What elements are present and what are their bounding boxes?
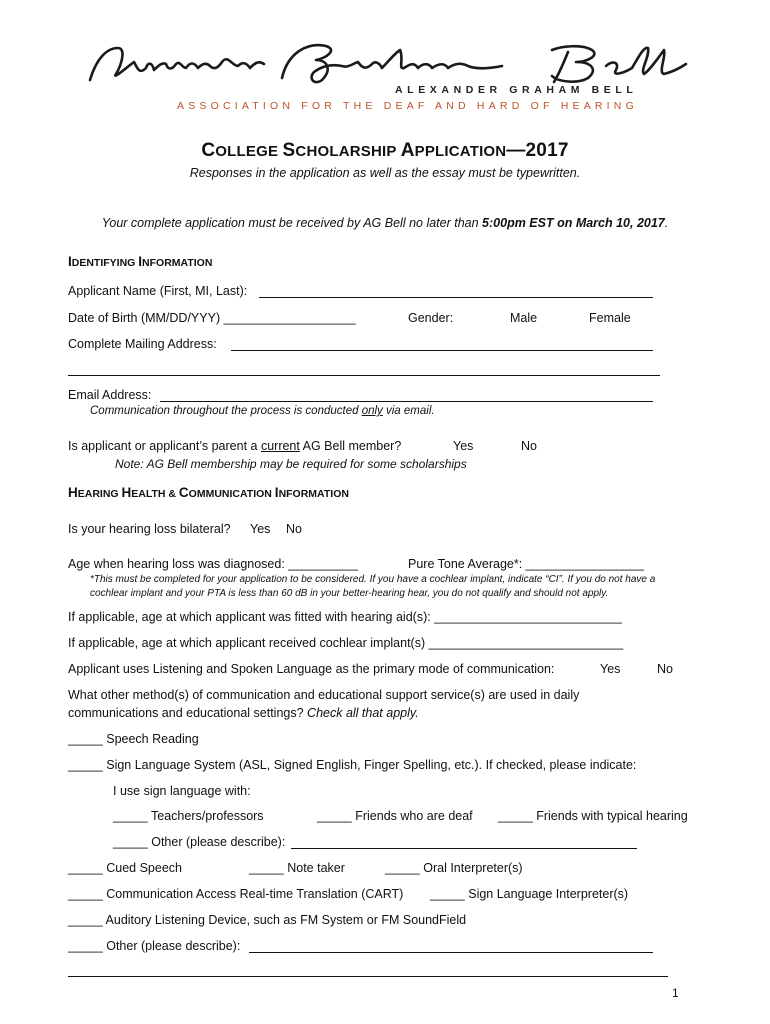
org-name: ALEXANDER GRAHAM BELL: [395, 84, 638, 96]
other-methods-question-line2: communications and educational settings? Check all that apply.: [68, 706, 419, 720]
option-other[interactable]: _____ Other (please describe):: [68, 939, 241, 953]
member-note: Note: AG Bell membership may be required for some scholarships: [115, 457, 467, 471]
applicant-name-field[interactable]: [259, 297, 653, 298]
email-label: Email Address:: [68, 388, 152, 402]
option-cart[interactable]: _____ Communication Access Real-time Translation (CART): [68, 887, 404, 901]
option-friends-deaf[interactable]: _____ Friends who are deaf: [317, 809, 473, 823]
cochlear-implant-age-label[interactable]: If applicable, age at which applicant received cochlear implant(s) ____________________________: [68, 636, 624, 650]
page-title: COLLEGE SCHOLARSHIP APPLICATION—2017: [201, 140, 569, 161]
applicant-name-label: Applicant Name (First, MI, Last):: [68, 284, 248, 298]
pta-note-line2: cochlear implant and your PTA is less than 60 dB in your better-hearing hear, you do not qualify and should not apply.: [90, 588, 609, 599]
option-auditory-listening-device[interactable]: _____ Auditory Listening Device, such as FM System or FM SoundField: [68, 913, 467, 927]
bilateral-question: Is your hearing loss bilateral?: [68, 522, 231, 536]
option-cued-speech[interactable]: _____ Cued Speech: [68, 861, 182, 875]
org-tagline: ASSOCIATION FOR THE DEAF AND HARD OF HEARING: [177, 100, 638, 112]
other-methods-question-line1: What other method(s) of communication and educational support service(s) are used in daily: [68, 688, 580, 702]
option-sign-language-system[interactable]: _____ Sign Language System (ASL, Signed English, Finger Spelling, etc.). If checked, please indicate:: [68, 758, 637, 772]
lsl-yes-option[interactable]: Yes: [600, 662, 621, 676]
mailing-address-label: Complete Mailing Address:: [68, 337, 217, 351]
option-oral-interpreter[interactable]: _____ Oral Interpreter(s): [385, 861, 523, 875]
subtitle: Responses in the application as well as the essay must be typewritten.: [189, 166, 581, 180]
sign-language-with-label: I use sign language with:: [113, 784, 251, 798]
option-friends-typical-hearing[interactable]: _____ Friends with typical hearing: [498, 809, 688, 823]
option-teachers-professors[interactable]: _____ Teachers/professors: [113, 809, 264, 823]
page-number: 1: [672, 986, 679, 1000]
other-description-field[interactable]: [249, 952, 653, 953]
mailing-address-field-line2[interactable]: [68, 375, 660, 376]
bilateral-yes-option[interactable]: Yes: [250, 522, 271, 536]
member-no-option[interactable]: No: [521, 439, 537, 453]
member-yes-option[interactable]: Yes: [453, 439, 474, 453]
gender-label: Gender:: [408, 311, 454, 325]
mailing-address-field[interactable]: [231, 350, 653, 351]
age-diagnosed-label[interactable]: Age when hearing loss was diagnosed: __________: [68, 557, 358, 571]
email-note: Communication throughout the process is conducted only via email.: [90, 405, 435, 417]
deadline-notice: Your complete application must be received by AG Bell no later than 5:00pm EST on March 10, 2017.: [101, 216, 669, 230]
hearing-aid-age-label[interactable]: If applicable, age at which applicant was fitted with hearing aid(s): ___________________________: [68, 610, 622, 624]
lsl-question: Applicant uses Listening and Spoken Language as the primary mode of communication:: [68, 662, 555, 676]
script-signature-logo: [82, 40, 692, 86]
option-note-taker[interactable]: _____ Note taker: [249, 861, 345, 875]
option-speech-reading[interactable]: _____ Speech Reading: [68, 732, 199, 746]
section-identifying-information: IDENTIFYING INFORMATION: [68, 254, 213, 269]
gender-male-option[interactable]: Male: [510, 311, 538, 325]
gender-female-option[interactable]: Female: [589, 311, 631, 325]
option-sign-other[interactable]: _____ Other (please describe):: [113, 835, 286, 849]
sign-other-description-field[interactable]: [291, 848, 637, 849]
pta-label[interactable]: Pure Tone Average*: _________________: [408, 557, 644, 571]
lsl-no-option[interactable]: No: [657, 662, 673, 676]
email-field[interactable]: [160, 401, 653, 402]
option-sign-language-interpreter[interactable]: _____ Sign Language Interpreter(s): [430, 887, 629, 901]
dob-label[interactable]: Date of Birth (MM/DD/YYY) ___________________: [68, 311, 356, 325]
other-description-field-line2[interactable]: [68, 976, 668, 977]
bilateral-no-option[interactable]: No: [286, 522, 302, 536]
member-question: Is applicant or applicant’s parent a current AG Bell member?: [68, 439, 402, 453]
section-hearing-health: HEARING HEALTH & COMMUNICATION INFORMATION: [68, 485, 349, 500]
pta-note-line1: *This must be completed for your application to be considered. If you have a cochlear implant, indicate “CI”. If you do not have a: [90, 574, 656, 585]
